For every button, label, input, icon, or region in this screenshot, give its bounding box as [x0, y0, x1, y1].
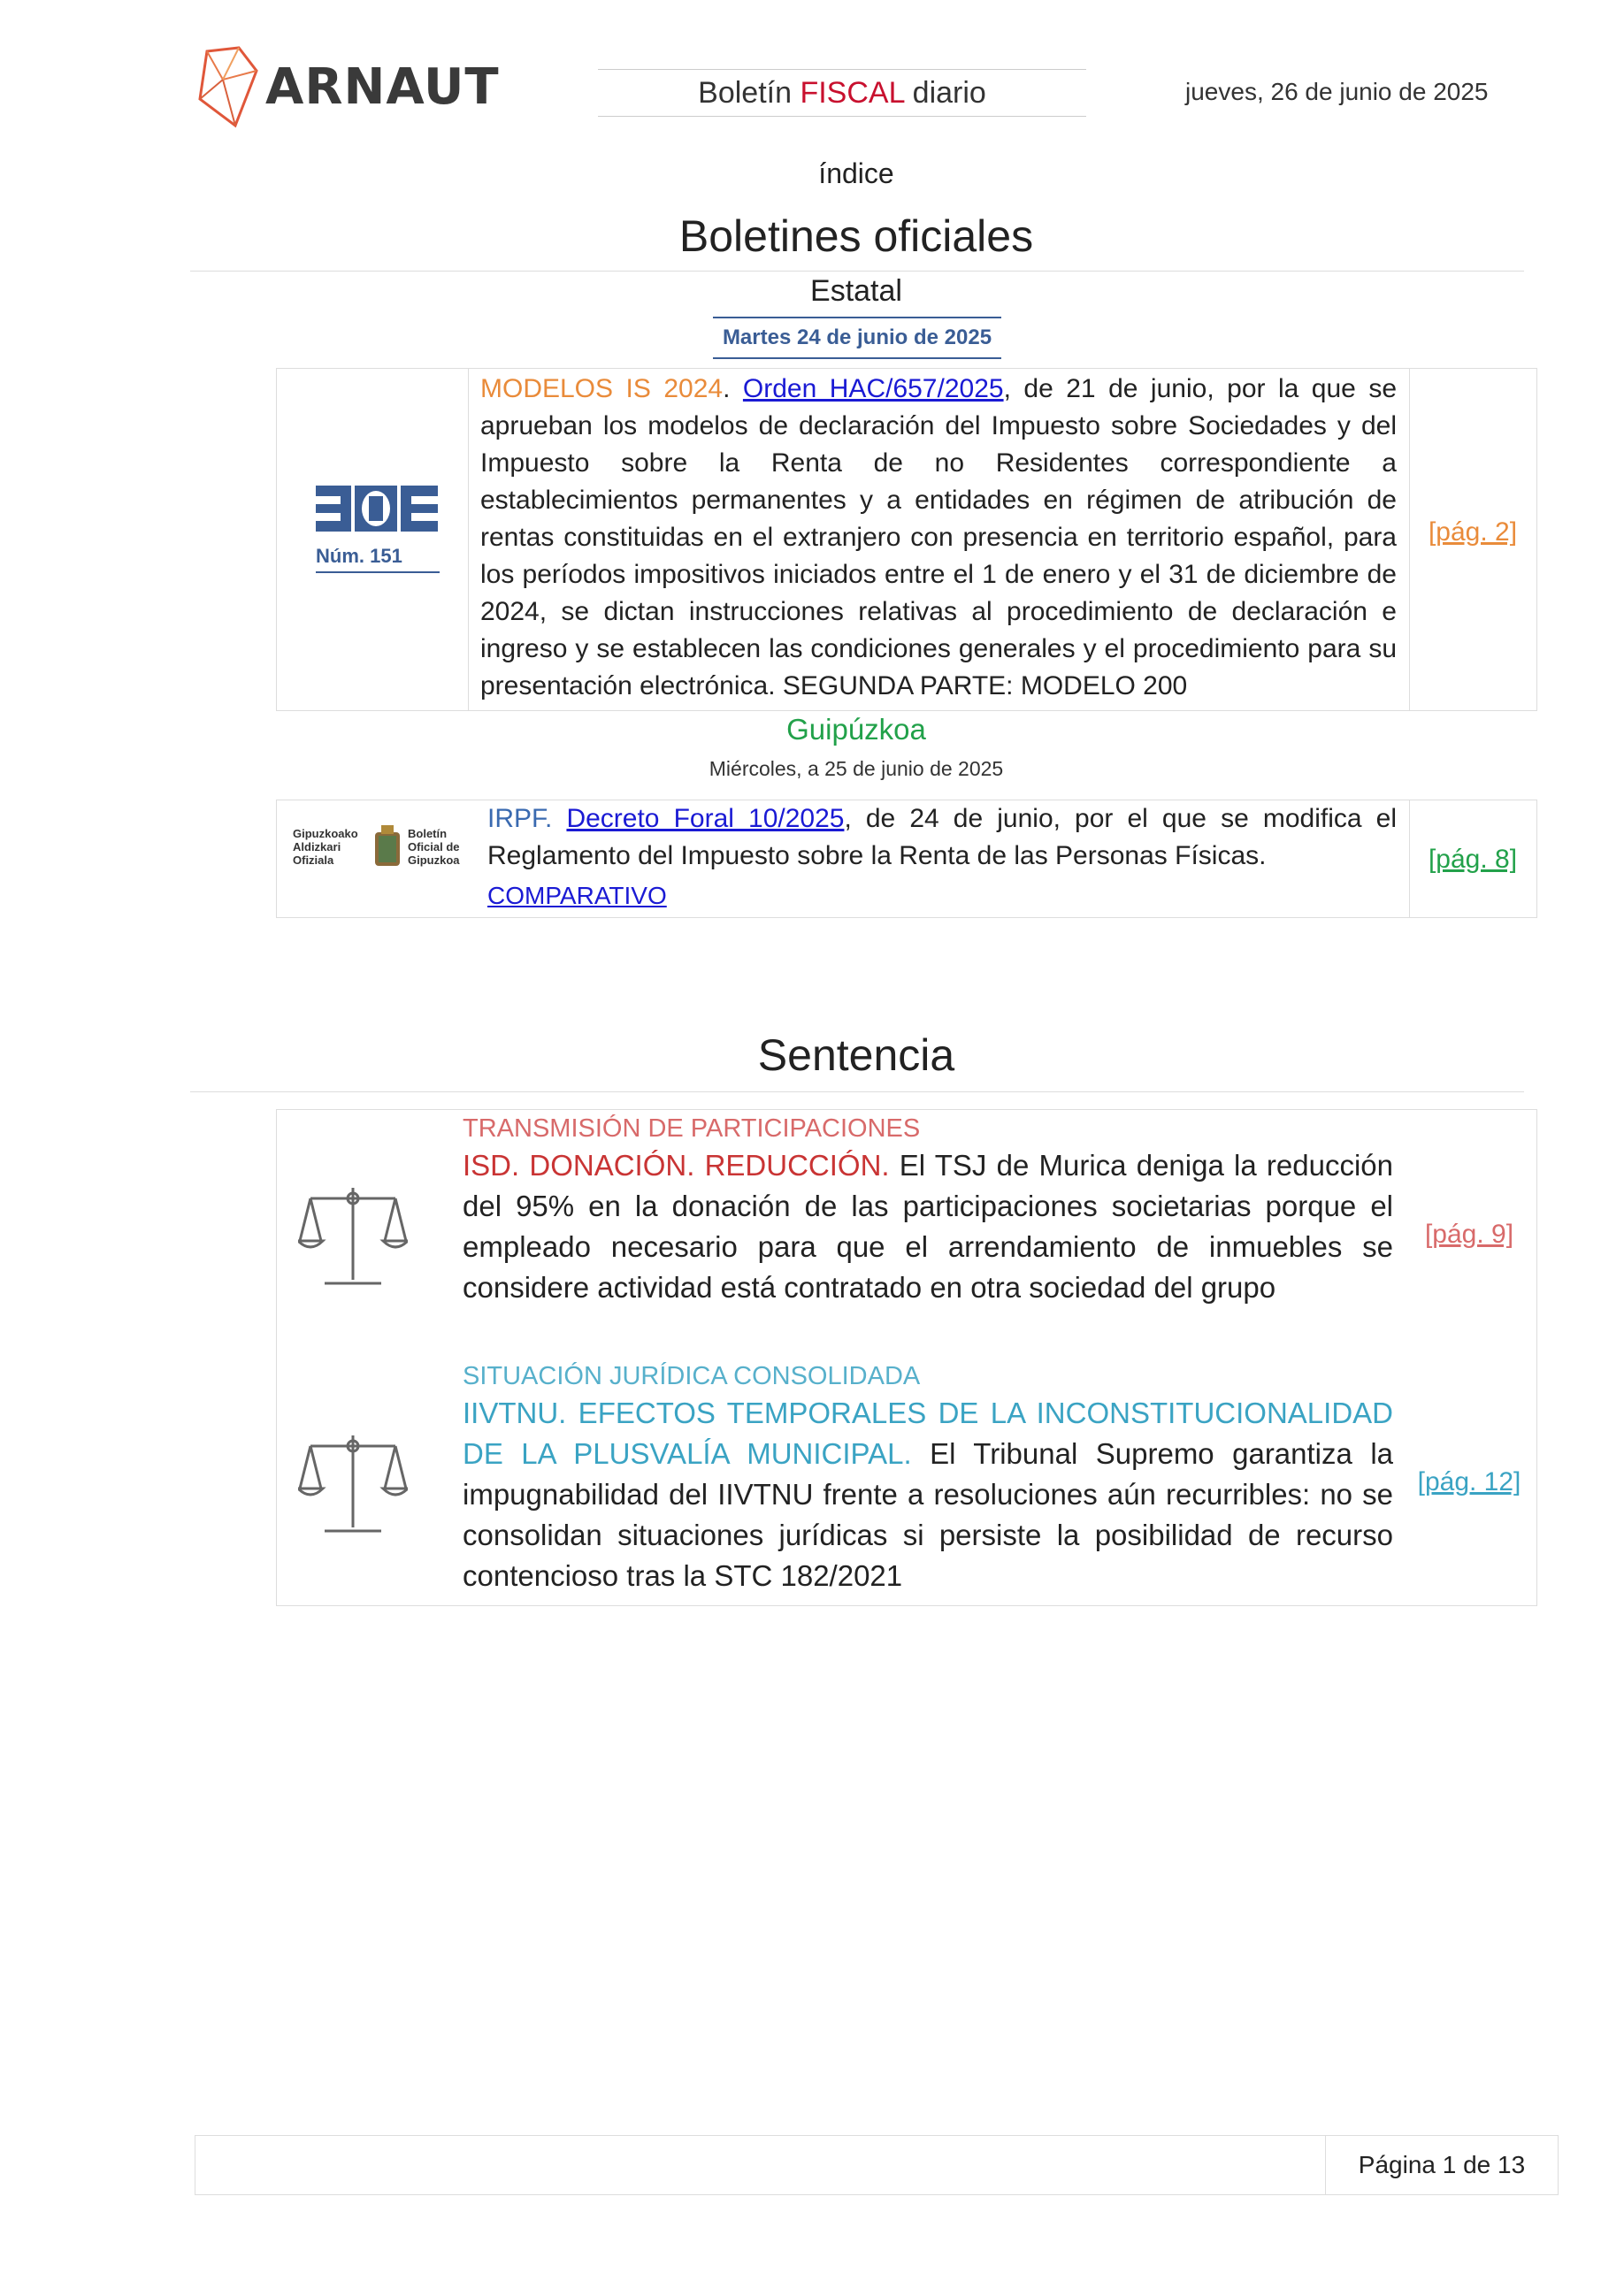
index-label: índice — [818, 157, 894, 189]
estatal-entry-text: MODELOS IS 2024. Orden HAC/657/2025, de 21 de junio, por la que se aprueban los modelos de declaración del Impuesto sobre Sociedades y del Impuesto sobre la Renta de no Residentes correspondiente a establecimientos permanentes y a entidades en régimen de atribución de rentas constituidas en el extranjero con presencia en territorio español, para los períodos impositivos iniciados entre el 1 de enero y el 31 de diciembre de 2024, se dictan instrucciones relativas al procedimiento de declaración e ingreso y se establecen las condiciones generales y el procedimiento para su presentación electrónica. SEGUNDA PARTE: MODELO 200 — [480, 374, 1398, 700]
section-title-boletines: Boletines oficiales — [678, 211, 1034, 261]
sentencia-headline-1: ISD. DONACIÓN. REDUCCIÓN. — [463, 1149, 890, 1182]
page-link-12[interactable]: [pág. 12] — [1417, 1467, 1521, 1496]
guipuzkoa-date: Miércoles, a 25 de junio de 2025 — [709, 757, 1004, 780]
orden-link[interactable]: Orden HAC/657/2025 — [742, 374, 1004, 403]
entry-tag-irpf: IRPF. — [487, 804, 567, 833]
arnaut-logo-mark-icon — [196, 44, 267, 133]
page-link-2[interactable]: [pág. 2] — [1428, 517, 1518, 547]
footer — [195, 2135, 1559, 2195]
sentencia-headline-2: IIVTNU. EFECTOS TEMPORALES DE LA INCONSTITUCIONALIDAD DE LA PLUSVALÍA MUNICIPAL. — [463, 1397, 1393, 1470]
section-divider — [190, 271, 1524, 272]
entry-tag: MODELOS IS 2024 — [480, 374, 724, 403]
boe-number: Núm. 151 — [316, 545, 440, 573]
logo-text: ARNAUT — [265, 58, 500, 116]
header-date: jueves, 26 de junio de 2025 — [1185, 78, 1489, 105]
sentencia-category-2: SITUACIÓN JURÍDICA CONSOLIDADA — [463, 1362, 921, 1390]
sentencia-item-1: TRANSMISIÓN DE PARTICIPACIONES ISD. DONACIÓN. REDUCCIÓN. El TSJ de Murica deniga la reducción del 95% en la donación de las participaciones societarias porque el empleado necesario para que el arrendamiento de inmuebles se considere actividad está contratado en otra sociedad del grupo — [463, 1112, 1393, 1308]
sentencia-category-1: TRANSMISIÓN DE PARTICIPACIONES — [463, 1114, 921, 1143]
decreto-foral-link[interactable]: Decreto Foral 10/2025 — [566, 804, 845, 833]
guipuzkoa-heading: Guipúzkoa — [786, 713, 926, 746]
page-number: Página 1 de 13 — [1325, 2136, 1558, 2194]
page-link-9[interactable]: [pág. 9] — [1424, 1220, 1514, 1249]
boe-logo-icon — [316, 484, 440, 533]
estatal-entry-card — [276, 368, 1537, 711]
comparativo-link[interactable]: COMPARATIVO — [487, 882, 667, 909]
fiscal-highlight: FISCAL — [800, 76, 905, 110]
scales-of-justice-icon — [298, 1181, 408, 1289]
sentencia-item-2: SITUACIÓN JURÍDICA CONSOLIDADA IIVTNU. EFECTOS TEMPORALES DE LA INCONSTITUCIONALIDAD DE LA PLUSVALÍA MUNICIPAL. El Tribunal Supremo garantiza la impugnabilidad del IIVTNU frente a resoluciones aún recurribles: no se consolidan situaciones jurídicas si persiste la posibilidad de recurso contencioso tras la STC 182/2021 — [463, 1359, 1393, 1596]
estatal-heading: Estatal — [810, 274, 902, 308]
bulletin-title: Boletín FISCAL diario — [598, 69, 1086, 117]
page-link-8[interactable]: [pág. 8] — [1428, 845, 1518, 874]
sentencia-card — [276, 1109, 1537, 1606]
section-title-sentencia: Sentencia — [757, 1030, 955, 1080]
bog-logo: Gipuzkoako Aldizkari Ofiziala Boletín Oficial de Gipuzkoa — [293, 823, 470, 880]
section-divider — [190, 1091, 1524, 1092]
scales-of-justice-icon — [298, 1428, 408, 1536]
estatal-date-badge: Martes 24 de junio de 2025 — [713, 317, 1001, 359]
guipuzkoa-entry-text: IRPF. Decreto Foral 10/2025, de 24 de junio, por el que se modifica el Reglamento del Impuesto sobre la Renta de las Personas Físicas. — [487, 804, 1397, 870]
boe-logo — [316, 484, 443, 573]
guipuzkoa-entry-card — [276, 800, 1537, 918]
gipuzkoa-coat-of-arms-icon — [372, 823, 402, 873]
